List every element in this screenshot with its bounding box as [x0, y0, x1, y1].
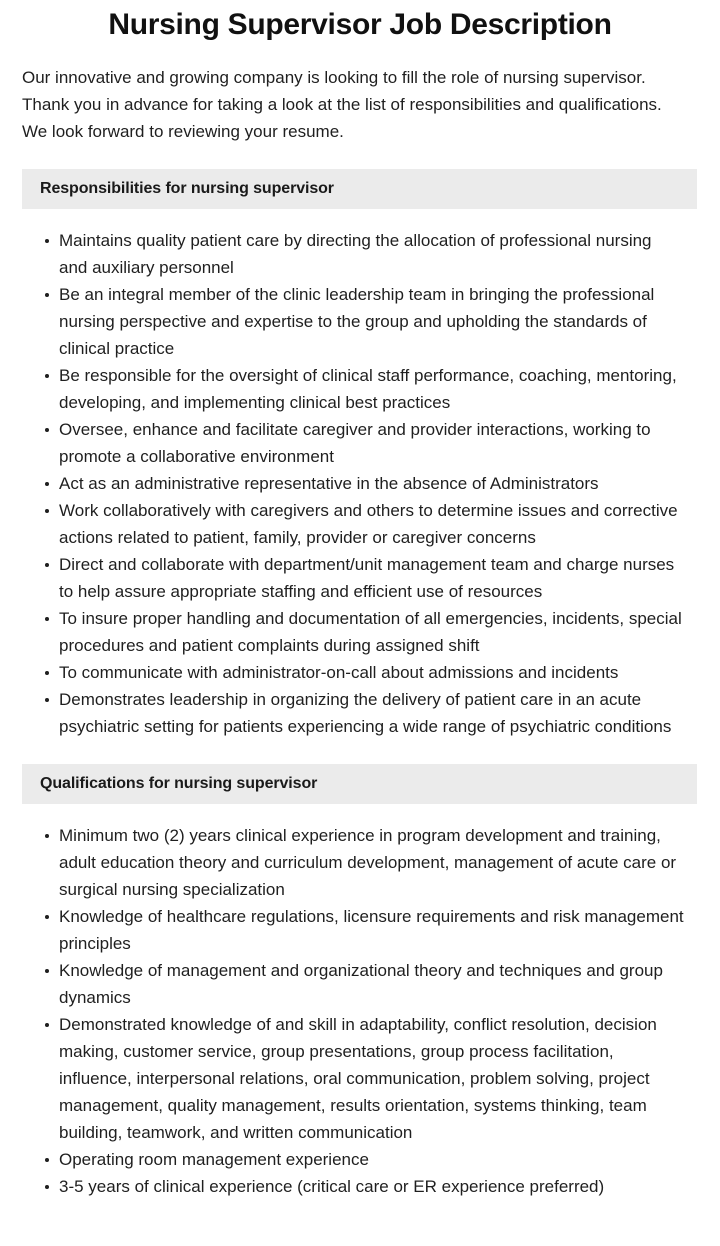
section-responsibilities: [0, 169, 720, 740]
section-header-label: Responsibilities for nursing supervisor: [40, 180, 334, 197]
list-item: Knowledge of healthcare regulations, licensure requirements and risk management principles: [45, 903, 684, 957]
list-item: 3-5 years of clinical experience (critical care or ER experience preferred): [45, 1173, 684, 1200]
list-item: Maintains quality patient care by directing the allocation of professional nursing and auxiliary personnel: [45, 227, 684, 281]
list-item: Work collaboratively with caregivers and others to determine issues and corrective actions related to patient, family, provider or caregiver concerns: [45, 497, 684, 551]
list-item: Oversee, enhance and facilitate caregiver and provider interactions, working to promote a collaborative environment: [45, 416, 684, 470]
list-item: Knowledge of management and organizational theory and techniques and group dynamics: [45, 957, 684, 1011]
intro-paragraph: Our innovative and growing company is looking to fill the role of nursing supervisor. Thank you in advance for taking a look at the list of responsibilities and qualifications. We look forward to reviewing your resume.: [22, 68, 662, 141]
list-item: To communicate with administrator-on-call about admissions and incidents: [45, 659, 684, 686]
qualifications-list: [0, 804, 720, 1200]
list-item: Demonstrated knowledge of and skill in adaptability, conflict resolution, decision making, customer service, group presentations, group process facilitation, influence, interpersonal relations, oral communication, problem solving, project management, quality management, results orientation, systems thinking, team building, teamwork, and written communication: [45, 1011, 684, 1146]
list-item: Operating room management experience: [45, 1146, 684, 1173]
list-item: Act as an administrative representative in the absence of Administrators: [45, 470, 684, 497]
list-item: Demonstrates leadership in organizing the delivery of patient care in an acute psychiatric setting for patients experiencing a wide range of psychiatric conditions: [45, 686, 684, 740]
bottom-spacer: [0, 1200, 720, 1222]
section-qualifications: [0, 764, 720, 1200]
list-item: Be responsible for the oversight of clinical staff performance, coaching, mentoring, developing, and implementing clinical best practices: [45, 362, 684, 416]
responsibilities-list: [0, 209, 720, 740]
list-item: To insure proper handling and documentation of all emergencies, incidents, special procedures and patient complaints during assigned shift: [45, 605, 684, 659]
section-header-responsibilities: [22, 169, 697, 209]
section-header-qualifications: [22, 764, 697, 804]
list-item: Be an integral member of the clinic leadership team in bringing the professional nursing perspective and expertise to the group and upholding the standards of clinical practice: [45, 281, 684, 362]
list-item: Minimum two (2) years clinical experience in program development and training, adult education theory and curriculum development, management of acute care or surgical nursing specialization: [45, 822, 684, 903]
page-title: Nursing Supervisor Job Description: [108, 8, 612, 41]
list-item: Direct and collaborate with department/unit management team and charge nurses to help assure appropriate staffing and efficient use of resources: [45, 551, 684, 605]
section-header-label: Qualifications for nursing supervisor: [40, 775, 318, 792]
